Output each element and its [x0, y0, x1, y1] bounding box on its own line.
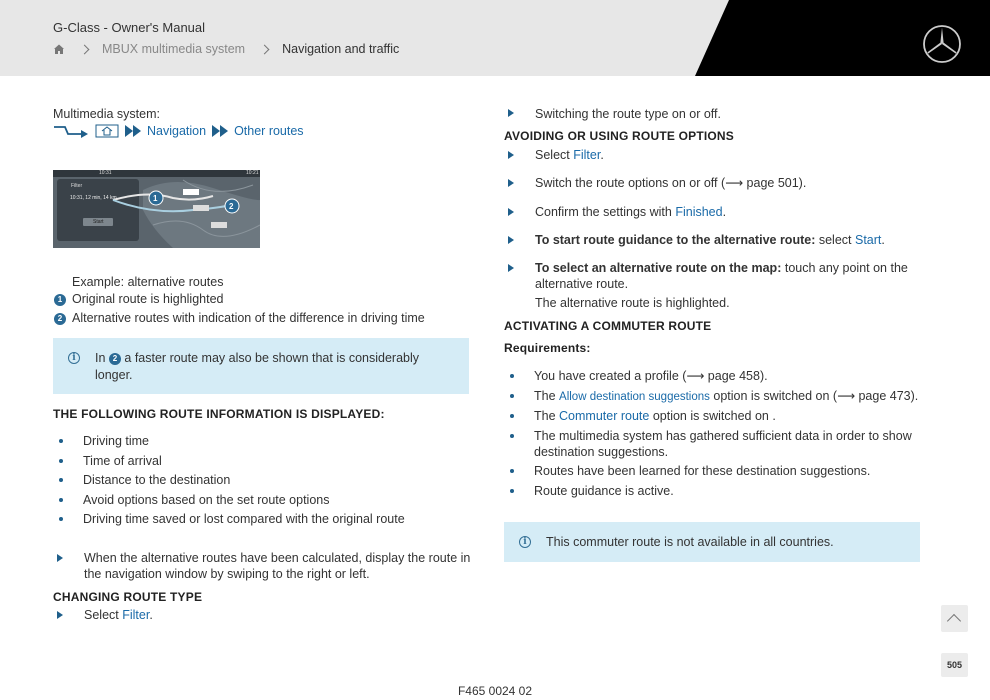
step-arrow-icon: [57, 611, 63, 619]
requirements-label: Requirements:: [504, 341, 591, 355]
info-item: Distance to the destination: [83, 473, 231, 487]
breadcrumb-link-mbux[interactable]: MBUX multimedia system: [102, 42, 246, 56]
bullet: [59, 439, 63, 443]
requirement-item: Routes have been learned for these destination suggestions.: [534, 464, 871, 478]
bullet: [59, 459, 63, 463]
filter-link[interactable]: Filter: [573, 148, 601, 162]
bullet: [510, 374, 514, 378]
figure-caption: Example: alternative routes: [72, 275, 224, 289]
screenshot-start: Start: [93, 219, 104, 225]
step-switch-route-type: Switching the route type on or off.: [535, 107, 721, 121]
bullet: [510, 434, 514, 438]
system-label: Multimedia system:: [53, 107, 160, 121]
screenshot-callout-2: 2: [229, 202, 234, 211]
chevron-right-icon: [260, 44, 270, 54]
page-number-button[interactable]: 505: [941, 653, 968, 677]
note-commuter-text: This commuter route is not available in all countries.: [546, 535, 834, 549]
step-select-filter: Select Filter.: [84, 608, 153, 622]
breadcrumb: [53, 42, 399, 56]
requirement-item: You have created a profile (⟶ page 458).: [534, 369, 768, 383]
step-swipe-line-1: When the alternative routes have been calculated, display the route in: [84, 551, 471, 565]
bullet: [59, 478, 63, 482]
requirement-item: Route guidance is active.: [534, 484, 674, 498]
step-swipe-line-2: the navigation window by swiping to the right or left.: [84, 567, 370, 581]
figure-code: F465 0024 02: [457, 684, 533, 698]
allow-destination-suggestions-link[interactable]: Allow destination suggestions: [559, 391, 710, 403]
screenshot-callout-1: 1: [153, 194, 158, 203]
screenshot-time-left: 10:31: [99, 170, 112, 176]
step-result: The alternative route is highlighted.: [535, 296, 730, 310]
info-icon: i: [68, 352, 80, 364]
bullet: [59, 498, 63, 502]
filter-link[interactable]: Filter: [122, 608, 150, 622]
screenshot-route-info: 10:31, 12 min, 14 km: [70, 195, 117, 201]
breadcrumb-current: Navigation and traffic: [282, 42, 400, 56]
finished-link[interactable]: Finished: [675, 205, 723, 219]
requirement-item: The multimedia system has gathered sufficient data in order to show: [534, 429, 912, 443]
home-icon[interactable]: [53, 43, 65, 55]
path-other-routes[interactable]: Other routes: [234, 124, 304, 138]
route-type-heading: CHANGING ROUTE TYPE: [53, 590, 203, 604]
note-line-2: longer.: [95, 368, 133, 382]
screenshot-filter: Filter: [71, 183, 83, 189]
bullet: [59, 517, 63, 521]
manual-title: G-Class - Owner's Manual: [53, 20, 206, 35]
info-item: Avoid options based on the set route options: [83, 493, 330, 507]
step-select-filter: Select Filter.: [535, 148, 604, 162]
commuter-route-link[interactable]: Commuter route: [559, 409, 650, 423]
callout-number-2: 2: [54, 313, 66, 325]
route-info-heading: THE FOLLOWING ROUTE INFORMATION IS DISPLAYED:: [53, 407, 385, 421]
screenshot-time-right: 10:21: [246, 170, 259, 176]
step-arrow-icon: [508, 208, 514, 216]
step-select-on-map-line-2: alternative route.: [535, 277, 629, 291]
step-arrow-icon: [508, 179, 514, 187]
alternative-routes-screenshot: [53, 170, 260, 248]
requirement-item: The Allow destination suggestions option is switched on (⟶ page 473).: [534, 389, 919, 403]
step-arrow-icon: [508, 236, 514, 244]
info-icon: i: [519, 536, 531, 548]
step-switch-options: Switch the route options on or off (⟶ page 501).: [535, 176, 807, 190]
legend-item-2: Alternative routes with indication of the difference in driving time: [72, 311, 425, 325]
path-start-arrow-icon: [53, 124, 89, 138]
legend-item-1: Original route is highlighted: [72, 292, 224, 306]
bullet: [510, 394, 514, 398]
requirement-item-line-2: destination suggestions.: [534, 445, 669, 459]
bullet: [510, 414, 514, 418]
step-start-guidance: To start route guidance to the alternative route: select Start.: [535, 233, 885, 247]
avoid-options-heading: AVOIDING OR USING ROUTE OPTIONS: [504, 129, 734, 143]
callout-number-1: 1: [54, 294, 66, 306]
double-arrow-icon: [125, 125, 141, 137]
note-line-1: In 2 a faster route may also be shown that is considerably: [95, 351, 420, 365]
bullet: [510, 469, 514, 473]
step-arrow-icon: [508, 264, 514, 272]
note-box-faster-route: [53, 338, 469, 394]
chevron-right-icon: [80, 44, 90, 54]
double-arrow-icon: [212, 125, 228, 137]
step-confirm: Confirm the settings with Finished.: [535, 205, 727, 219]
info-item: Driving time: [83, 434, 149, 448]
info-item: Driving time saved or lost compared with the original route: [83, 512, 405, 526]
step-arrow-icon: [508, 109, 514, 117]
requirement-item: The Commuter route option is switched on .: [534, 409, 776, 423]
start-link[interactable]: Start: [854, 233, 882, 247]
path-navigation[interactable]: Navigation: [147, 124, 207, 138]
step-arrow-icon: [57, 554, 63, 562]
scroll-to-top-button[interactable]: [941, 605, 968, 632]
step-select-on-map: To select an alternative route on the map: touch any point on the: [535, 261, 908, 275]
home-button-icon: [95, 124, 119, 138]
commuter-route-heading: ACTIVATING A COMMUTER ROUTE: [504, 319, 712, 333]
step-arrow-icon: [508, 151, 514, 159]
mercedes-star-logo: [922, 24, 962, 64]
menu-path: [53, 124, 304, 138]
info-item: Time of arrival: [83, 454, 162, 468]
callout-number-2: 2: [109, 353, 121, 365]
bullet: [510, 489, 514, 493]
